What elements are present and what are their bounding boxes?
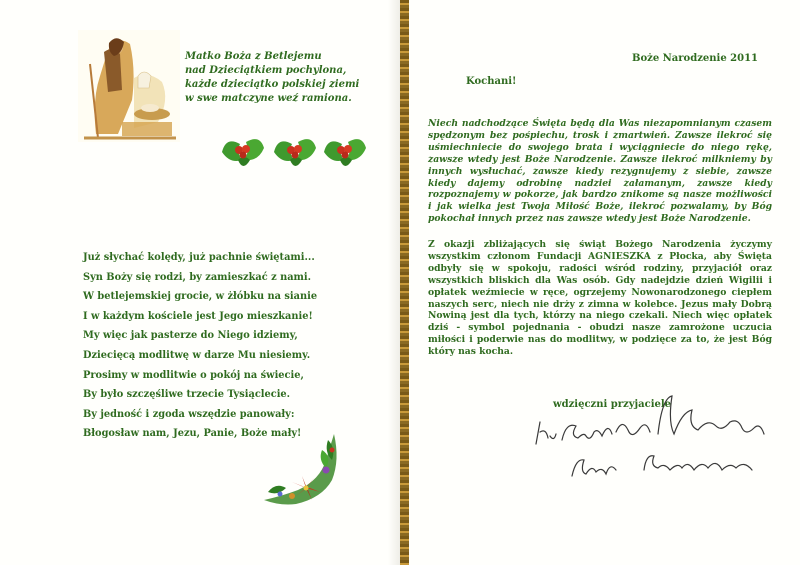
card-spine (400, 0, 409, 565)
madonna-line: w swe matczyne weź ramiona. (185, 93, 352, 104)
poem-line: Dziecięcą modlitwę w darze Mu niesiemy. (83, 349, 311, 361)
poem-line: Błogosław nam, Jezu, Panie, Boże mały! (83, 428, 302, 440)
poem-line: W betlejemskiej grocie, w żłóbku na sianie (83, 291, 318, 303)
letter-paragraph-2: Z okazji zbliżających się świąt Bożego Narodzenia życzymy wszystkim członom Fundacji AGNIESZKA z Płocka, aby Święta odbyły się w spokoju, radości wśród rodziny, przyjaciół oraz wszystkich bliskich dla Was osób. Gdy nadejdzie dzień Wigilii i opłatek weźmiecie w ręce, ogrzejemy Nowonarodzonego ciepłem naszych serc, niech nie drży z zimna w kolebce. Jezus mały Dobrą Nowiną jest dla tych, którzy na niego czekali. Niech więc opłatek dziś - symbol pojednania - obudzi nasze zamrożone uczucia miłości i poderwie nas do modlitwy, w podzięce za to, że jest Bóg który nas kocha. (428, 239, 772, 358)
letter-date: Boże Narodzenie 2011 (632, 53, 758, 64)
poem-line: By było szczęśliwe trzecie Tysiąclecie. (83, 389, 291, 401)
letter-signoff: wdzięczni przyjaciele (553, 399, 672, 410)
poem-line: My więc jak pasterze do Niego idziemy, (83, 330, 298, 342)
christmas-poem (83, 248, 383, 444)
handwritten-signatures (532, 392, 772, 482)
madonna-line: każde dzieciątko polskiej ziemi (185, 79, 360, 90)
spine-shadow (388, 0, 400, 565)
poem-line: Prosimy w modlitwie o pokój na świecie, (83, 369, 304, 381)
madonna-line: Matko Boża z Betlejemu (185, 51, 322, 62)
holly-sprig-icon (270, 130, 320, 172)
letter-paragraph-1: Niech nadchodzące Święta będą dla Was niezapomnianym czasem spędzonym bez pośpiechu, trosk i zmartwień. Zawsze ilekroć się uśmiechniecie do swojego brata i wyciągniecie do niego rękę, zawsze wtedy jest Boże Narodzenie. Zawsze ilekroć milkniemy by innych wysłuchać, zawsze kiedy rezygnujemy z siebie, zawsze kiedy dajemy odrobinę nadziei załamanym, zawsze kiedy rozpoznajemy w pokorze, jak bardzo znikome są nasze możliwości i jak wielka jest Twoja Miłość Boże, ilekroć pozwalamy, by Bóg pokochał innych przez nas zawsze wtedy jest Boże Narodzenie. (428, 118, 772, 225)
poinsettia-corner-icon (262, 430, 342, 510)
poem-line: Już słychać kolędy, już pachnie świętami... (83, 252, 315, 263)
nativity-illustration (78, 30, 180, 142)
poem-line: I w każdym kościele jest Jego mieszkanie! (83, 310, 313, 322)
letter-greeting: Kochani! (466, 76, 517, 87)
holly-sprig-icon (320, 130, 370, 172)
poem-line: Syn Boży się rodzi, by zamieszkać z nami. (83, 271, 312, 283)
madonna-verse (185, 50, 375, 106)
holly-sprig-icon (218, 130, 268, 172)
poem-line: By jedność i zgoda wszędzie panowały: (83, 408, 295, 420)
madonna-line: nad Dzieciątkiem pochylona, (185, 65, 347, 76)
